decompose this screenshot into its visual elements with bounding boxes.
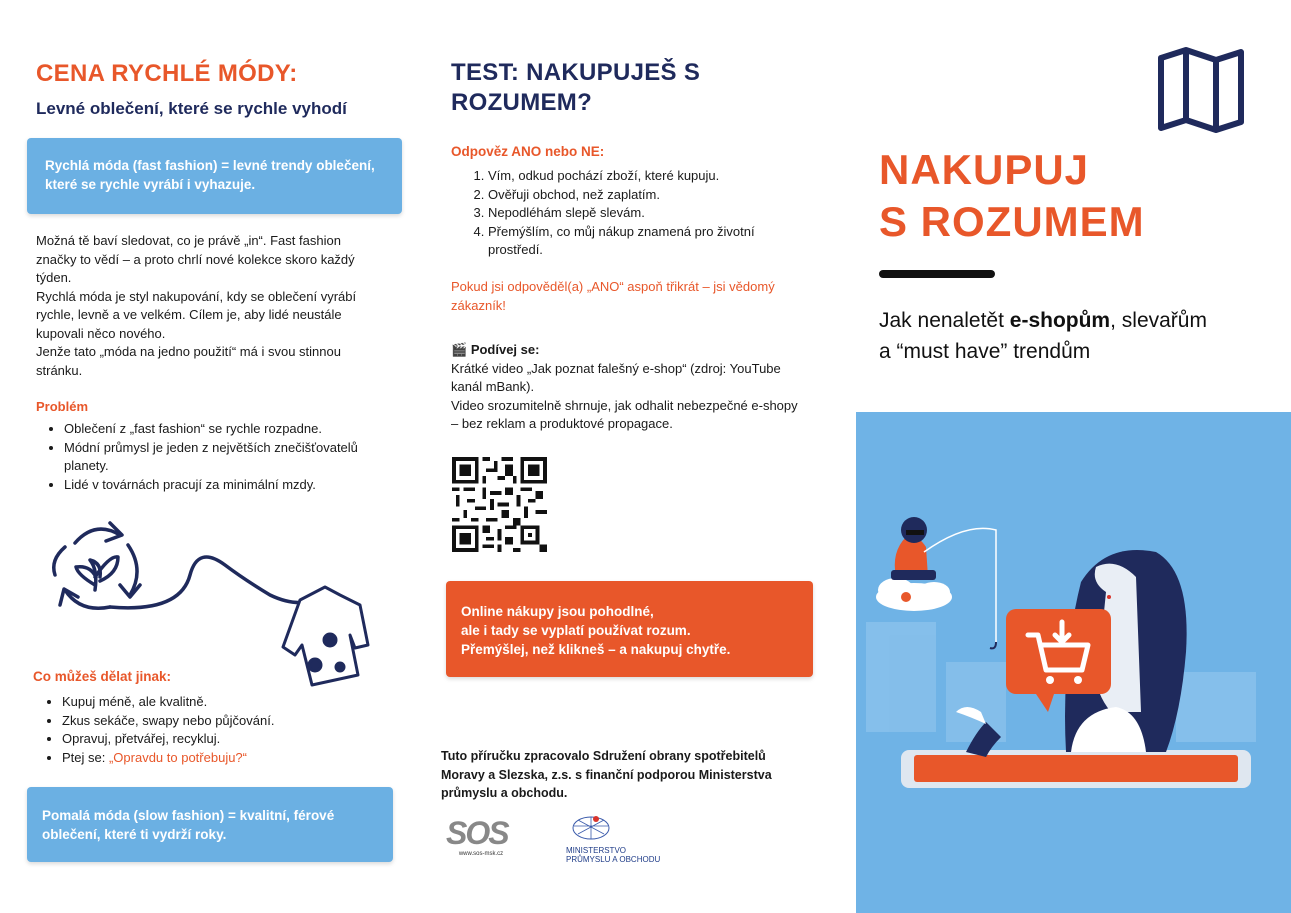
list-item: • Oblečení z „fast fashion“ se rychle rozpadne. [64,420,384,439]
intro-paragraph-3: Jenže tato „móda na jedno použití“ má i svou stinnou stránku. [36,344,341,378]
watch-section [451,341,801,434]
intro-text [36,232,376,380]
subtitle-prefix: Jak nenaletět [879,309,1010,332]
subtitle-line-2: a “must have” trendům [879,340,1091,363]
online-shopping-line-3: Přemýšlej, než klikneš – a nakupuj chytře. [461,642,731,657]
list-item: 3. Nepodléhám slepě slevám. [488,204,806,223]
test-result: Pokud jsi odpověděl(a) „ANO“ aspoň třikrát – jsi vědomý zákazník! [451,279,775,313]
recycle-arrow-icon [75,529,120,543]
list-item: 2. Ověřuji obchod, než zaplatím. [488,186,806,205]
list-item: • Zkus sekáče, swapy nebo půjčování. [62,712,382,731]
fast-fashion-definition-box [27,138,402,214]
main-subtitle [879,305,1207,367]
title-underline [879,270,995,278]
alt-last-prefix: Ptej se: [62,749,109,765]
col1-subtitle: Levné oblečení, které se rychle vyhodí [36,99,347,118]
credits-text: Tuto příručku zpracovalo Sdružení obrany spotřebitelů Moravy a Slezska, z.s. s finanční podporou Ministerstva průmyslu a obchodu. [441,749,772,800]
sos-logo-text: SOS [446,815,508,851]
intro-paragraph-1: Možná tě baví sledovat, co je právě „in“. Fast fashion značky to vědí – a proto chrlí nové kolekce skoro každý týden. [36,233,355,285]
test-instruction: Odpověz ANO nebo NE: [451,144,605,159]
sos-logo [446,815,516,865]
test-title: TEST: NAKUPUJEŠ S ROZUMEM? [451,59,701,116]
intro-paragraph-2: Rychlá móda je styl nakupování, kdy se oblečení vyrábí rychle, levně a ve velkém. Cílem je, aby lidé neustále kupovali něco nového. [36,288,357,341]
recycle-clothing-illustration [40,515,380,690]
alternatives-heading: Co můžeš dělat jinak: [33,669,172,684]
ministry-line-1: MINISTERSTVO [566,846,627,855]
subtitle-bold: e-shopům [1009,309,1111,332]
main-title [879,144,1145,248]
globe-icon [566,812,616,840]
online-shopping-line-1: Online nákupy jsou pohodlné, [461,604,654,619]
problem-heading: Problém [36,399,89,414]
illustration-panel [856,412,1291,913]
list-item: • Lidé v továrnách pracují za minimální mzdy. [64,476,384,495]
watch-text-1: Krátké video „Jak poznat falešný e-shop“ (zdroj: YouTube kanál mBank). [451,360,781,394]
test-questions [452,167,806,260]
problem-list [36,420,384,494]
alternatives-list [34,693,382,767]
fast-fashion-definition: Rychlá móda (fast fashion) = levné trendy oblečení, které se rychle vyrábí i vyhazuje. [45,158,375,192]
list-item [62,749,382,768]
list-item: 1. Vím, odkud pochází zboží, které kupuju. [488,167,806,186]
col1-title: CENA RYCHLÉ MÓDY: [36,60,298,87]
subtitle-suffix: , slevařům [1110,309,1207,332]
phishing-illustration [856,412,1291,913]
watch-heading: Podívej se: [470,342,540,357]
slow-fashion-definition-box [27,787,393,862]
ministry-line-2: PRŮMYSLU A OBCHODU [566,855,661,864]
list-item: 4. Přemýšlím, co můj nákup znamená pro životní prostředí. [488,223,806,260]
watch-text-2: Video srozumitelně shrnuje, jak odhalit nebezpečné e-shopy – bez reklam a produktové propagace. [451,397,798,431]
map-icon [1156,46,1246,134]
sos-url: www.sos-msk.cz [458,851,504,857]
online-shopping-box [446,581,813,677]
main-title-line-2: S ROZUMEM [879,198,1145,245]
qr-code[interactable] [452,457,547,552]
main-title-line-1: NAKUPUJ [879,146,1090,193]
slow-fashion-definition: Pomalá móda (slow fashion) = kvalitní, férové oblečení, které ti vydrží roky. [42,808,335,842]
clapperboard-icon: 🎬 [451,342,468,357]
online-shopping-line-2: ale i tady se vyplatí používat rozum. [461,623,691,638]
alt-last-quote: „Opravdu to potřebuju?“ [108,749,247,765]
list-item: • Módní průmysl je jeden z největších znečišťovatelů planety. [64,439,384,476]
list-item: • Kupuj méně, ale kvalitně. [62,693,382,712]
list-item: • Opravuj, přetvářej, recykluj. [62,730,382,749]
ministry-logo [566,812,676,867]
